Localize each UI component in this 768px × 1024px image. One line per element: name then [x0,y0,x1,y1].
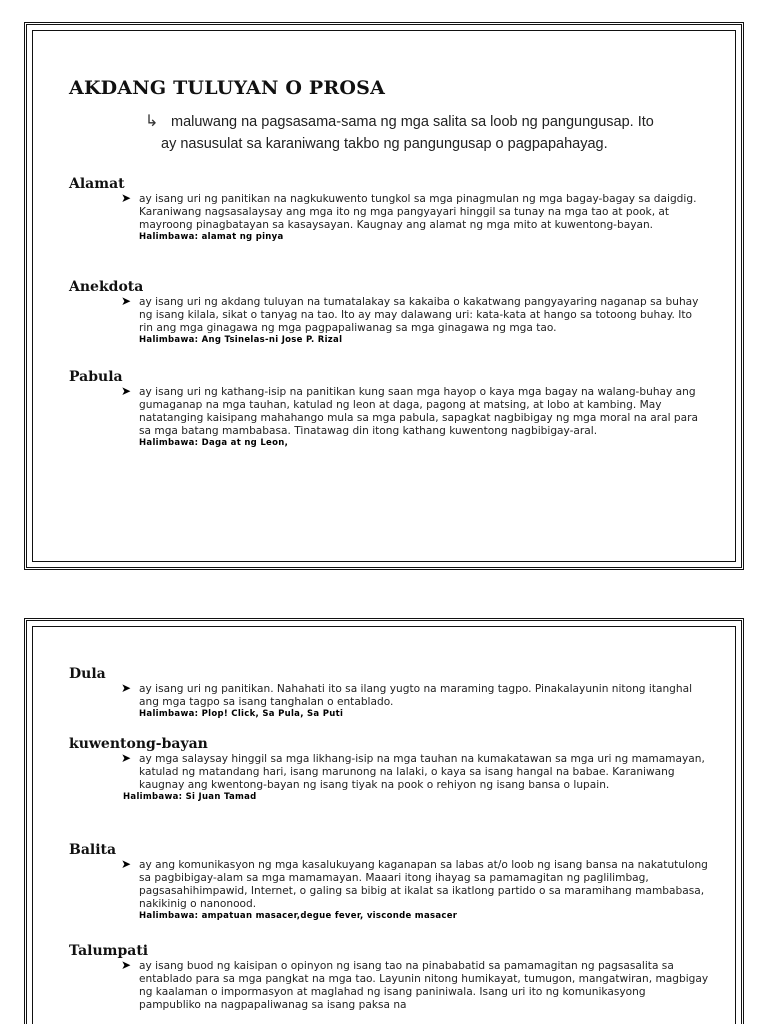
section-title: Pabula [69,369,123,385]
section-example: Halimbawa: Ang Tsinelas-ni Jose P. Rizal [139,335,343,346]
section-pabula [69,368,709,449]
arrowhead-bullet-icon: ➤ [121,751,132,765]
section-body [121,958,709,1012]
arrowhead-bullet-icon: ➤ [121,681,132,695]
section-text: ay mga salaysay hinggil sa mga likhang-isip na mga tauhan na kumakatawan sa mga uri ng mamamayan, katulad ng matandang hari, isang marunong na lalaki, o kaya sa isang hangal na babae. Karaniwang kaugnay ang kwentong-bayan ng isang tiyak na pook o rehiyon ng isang bansa o lupain. [139,753,705,792]
hooked-arrow-icon: ↳ [145,113,159,130]
section-text: ay isang uri ng panitikan na nagkukuwento tungkol sa mga pinagmulan ng mga bagay-bagay sa daigdig. Karaniwang nagsasalaysay ang mga ito ng mga pangyayari hinggil sa tunay na mga tao at pook, at mayroong pinagbatayan sa kasaysayan. Kaugnay ang alamat ng mga mito at kuwentong-bayan. [139,193,697,232]
section-example: Halimbawa: Si Juan Tamad [123,792,257,803]
section-alamat [69,175,709,243]
section-text: ay isang uri ng akdang tuluyan na tumatalakay sa kakaiba o kakatwang pangyayaring naganap sa buhay ng isang kilala, sikat o tanyag na tao. Ito ay may dalawang uri: kata-kata at hango sa totoong buhay. Ito rin ang mga ginagawa ng mga pagpapaliwanag sa mga ginagawa ng mga tao. [139,296,699,335]
section-text: ay isang buod ng kaisipan o opinyon ng isang tao na pinababatid sa pamamagitan ng pagsasalita sa entablado para sa mga pangkat na mga tao. Layunin nitong humikayat, tumugon, mangatwiran, magbigay ng kaalaman o impormasyon at maglahad ng isang paniniwala. Isang uri ito ng komunikasyong pampubliko na nagpapaliwanag sa isang paksa na [139,960,709,1012]
intro-line-1: maluwang na pagsasama-sama ng mga salita sa loob ng pangungusap. Ito [171,114,654,130]
page-frame-2 [24,618,744,1024]
section-title: Alamat [69,176,125,192]
section-body [121,294,709,346]
section-example: Halimbawa: alamat ng pinya [139,232,284,243]
page-frame-1 [24,22,744,570]
section-body [121,191,709,243]
section-body [121,857,709,922]
intro-line-2: ay nasusulat sa karaniwang takbo ng pangungusap o pagpapahayag. [161,136,608,152]
section-talumpati [69,942,709,1012]
section-title: Dula [69,666,106,682]
section-text: ay isang uri ng panitikan. Nahahati ito sa ilang yugto na maraming tagpo. Pinakalayunin nitong itanghal ang mga tagpo sa isang tanghalan o entablado. [139,683,693,709]
section-body [121,681,709,720]
section-anekdota [69,278,709,346]
section-example: Halimbawa: Daga at ng Leon, [139,438,289,449]
arrowhead-bullet-icon: ➤ [121,191,132,205]
section-text: ay isang uri ng kathang-isip na panitikan kung saan mga hayop o kaya mga bagay na walang-buhay ang gumaganap na mga tauhan, katulad ng leon at daga, pagong at matsing, at lobo at kambing. May natatanging kaisipang mahahango mula sa mga pabula, sapagkat nagbibigay ng mga moral na aral para sa mga batang mambabasa. Tinatawag din itong kathang kuwentong nagbibigay-aral. [139,386,698,438]
section-body [121,384,709,449]
section-title: Anekdota [69,279,144,295]
section-example: Halimbawa: ampatuan masacer,degue fever, visconde masacer [139,911,458,922]
section-example: Halimbawa: Plop! Click, Sa Pula, Sa Puti [139,709,344,720]
section-title: Balita [69,842,117,858]
arrowhead-bullet-icon: ➤ [121,857,132,871]
section-dula [69,665,709,720]
arrowhead-bullet-icon: ➤ [121,958,132,972]
section-text: ay ang komunikasyon ng mga kasalukuyang kaganapan sa labas at/o loob ng isang bansa na nakatutulong sa pagbibigay-alam sa mga mamamayan. Maaari itong ihayag sa pamamagitan ng paglilimbag, pagsasahihimpawid, Internet, o galing sa bibig at ikalat sa ikatlong partido o sa maramihang mambabasa, nakikinig o nanonood. [139,859,708,911]
section-title: kuwentong-bayan [69,736,208,752]
intro-paragraph [145,111,705,155]
section-kuwentong-bayan [69,735,709,803]
arrowhead-bullet-icon: ➤ [121,294,132,308]
section-title: Talumpati [69,943,149,959]
section-balita [69,841,709,922]
arrowhead-bullet-icon: ➤ [121,384,132,398]
section-body [121,751,709,792]
page-title: AKDANG TULUYAN O PROSA [69,77,386,99]
